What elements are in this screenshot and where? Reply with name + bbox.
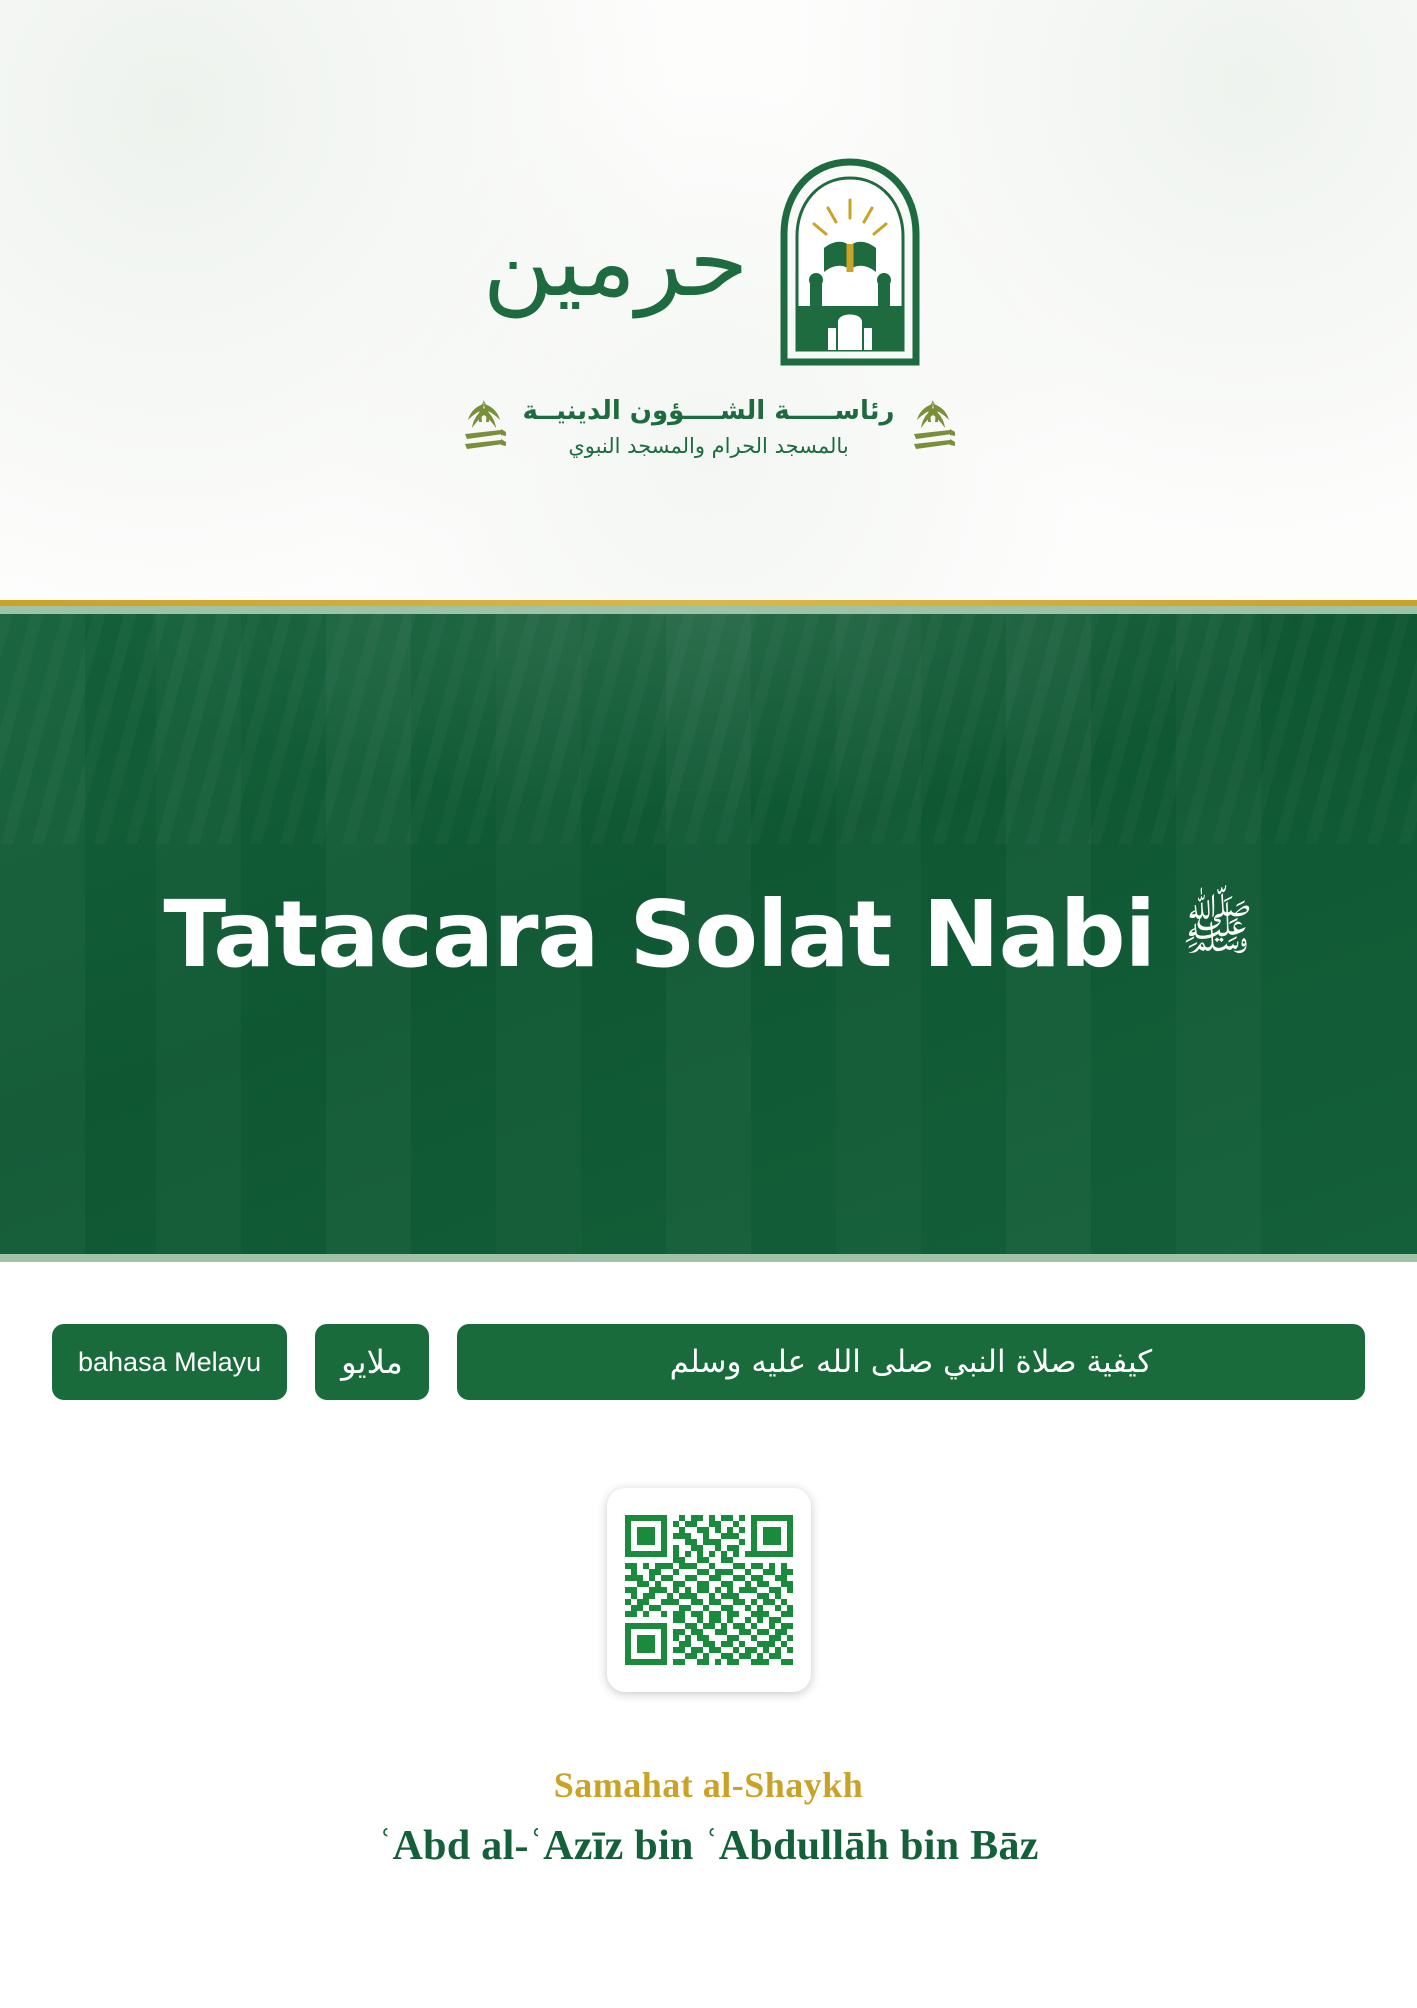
saudi-palm-swords-icon <box>461 396 507 458</box>
tag-melayu-arabic[interactable]: ملايو <box>315 1324 429 1400</box>
organization-line-2: بالمسجد الحرام والمسجد النبوي <box>568 434 849 458</box>
saudi-palm-swords-icon-secondary <box>910 396 956 458</box>
hero-background-ceiling <box>0 614 1417 844</box>
author-block <box>0 1764 1417 1870</box>
hero-title-row <box>123 881 1293 988</box>
organization-line-1: رئاســـــة الشــــؤون الدينيــة <box>522 396 895 426</box>
gold-divider <box>0 1257 1417 1262</box>
tag-arabic-title[interactable]: كيفية صلاة النبي صلى الله عليه وسلم <box>457 1324 1365 1400</box>
haramain-emblem-icon <box>766 156 934 380</box>
salawat-glyph: ﷺ <box>1181 893 1254 963</box>
haramain-calligraphy-text: حرمين <box>482 206 749 318</box>
header-band <box>0 0 1417 606</box>
organization-name-block <box>461 396 957 458</box>
organization-text <box>523 396 895 458</box>
hero-banner <box>0 606 1417 1262</box>
organization-logo <box>449 156 969 458</box>
logo-row <box>483 156 935 380</box>
qr-section <box>0 1488 1417 1692</box>
author-name: ʿAbd al-ʿAzīz bin ʿAbdullāh bin Bāz <box>378 1823 1039 1869</box>
language-tag-row <box>0 1262 1417 1400</box>
qr-code[interactable] <box>607 1488 811 1692</box>
document-title: Tatacara Solat Nabi <box>163 880 1156 988</box>
author-honorific: Samahat al-Shaykh <box>553 1765 864 1805</box>
tag-bahasa-melayu[interactable]: bahasa Melayu <box>52 1324 287 1400</box>
